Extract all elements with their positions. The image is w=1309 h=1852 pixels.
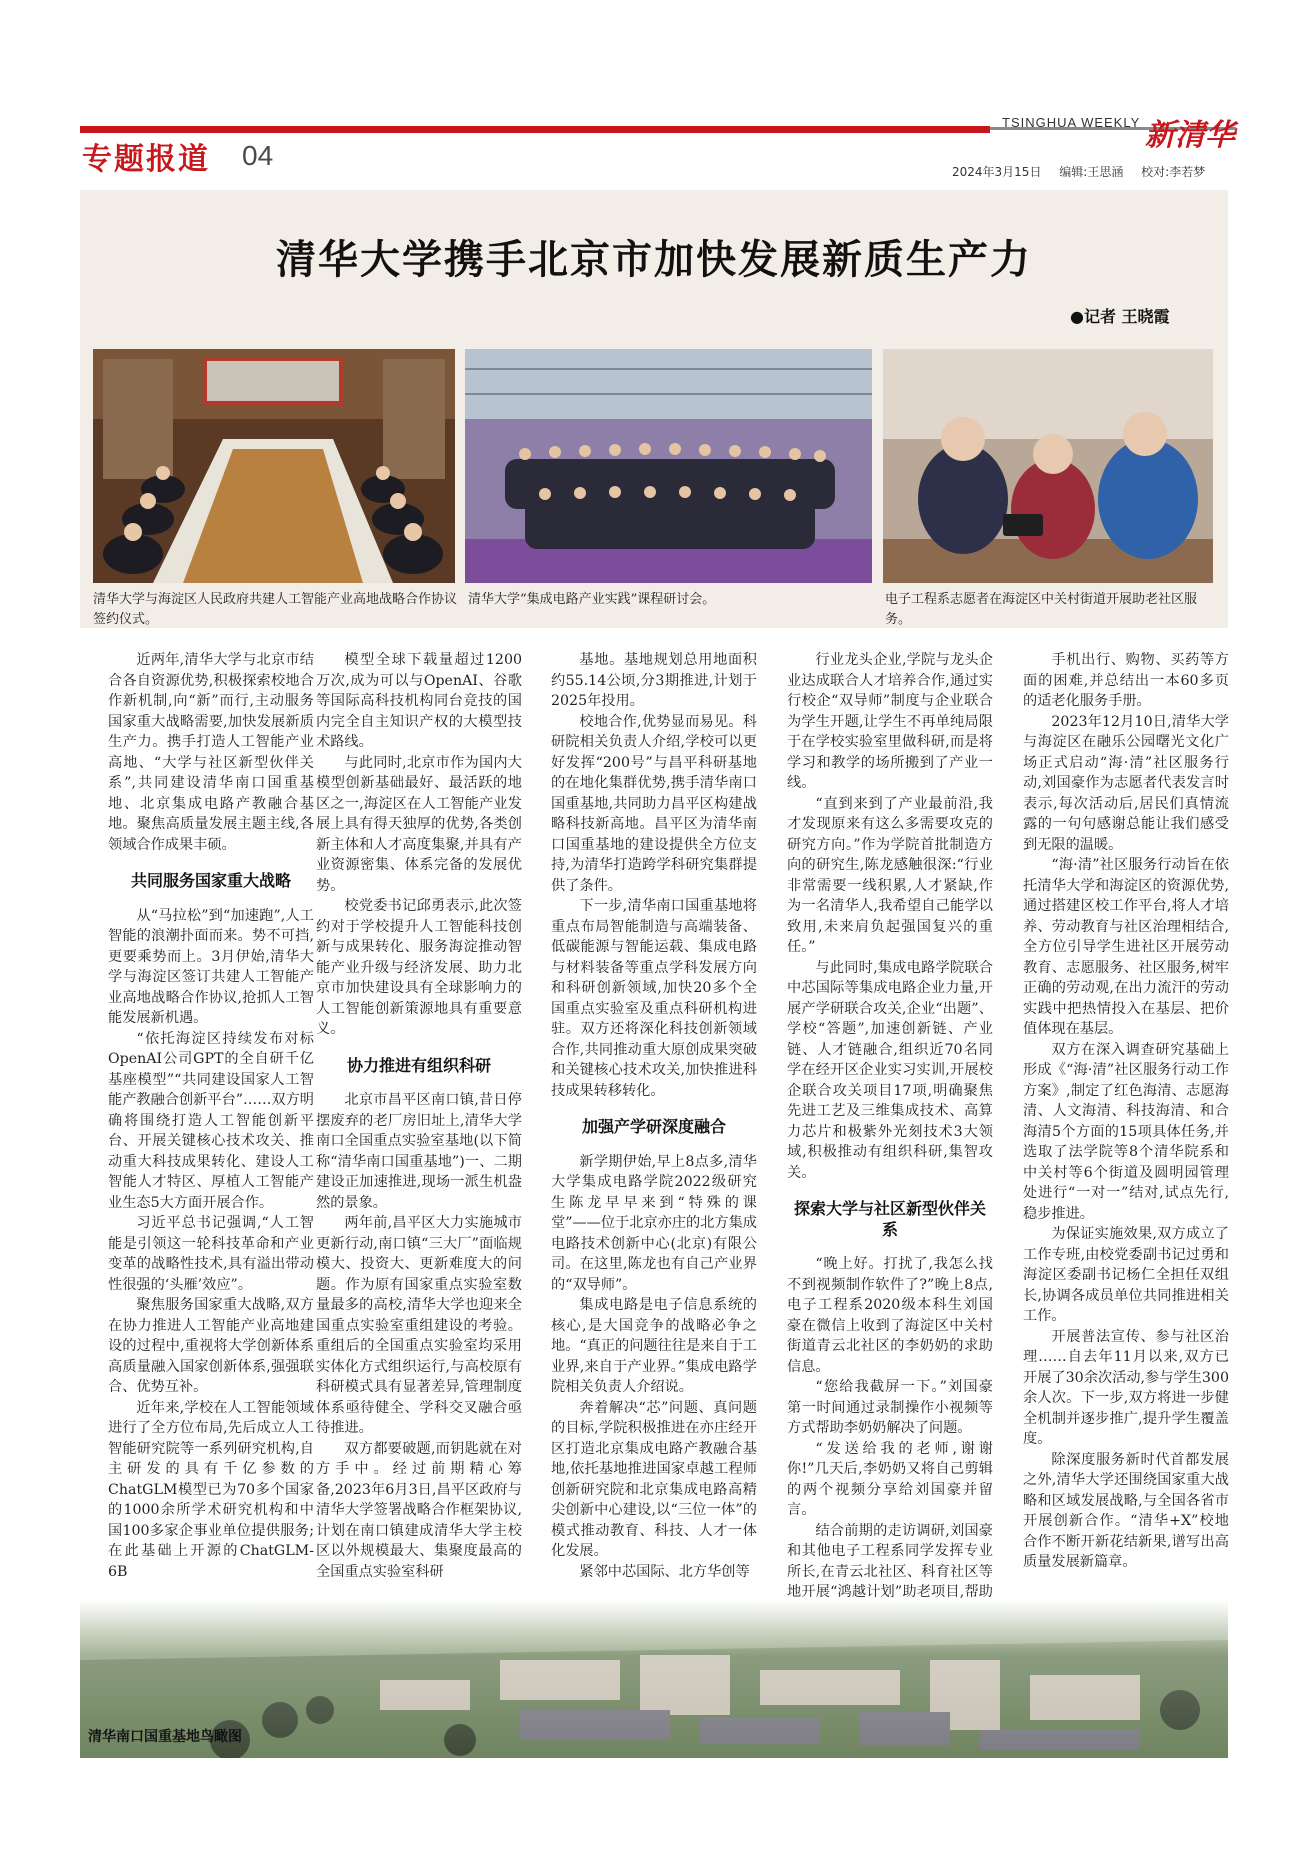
article-column-3	[551, 650, 757, 1582]
body-paragraph: 模型全球下载量超过1200万次,成为可以与OpenAI、谷歌等国际高科技机构同台竞技的国内完全自主知识产权的大模型技术路线。	[316, 652, 522, 750]
byline: ●记者 王晓霞	[1070, 307, 1170, 326]
body-paragraph: 北京市昌平区南口镇,昔日停摆废弃的老厂房旧址上,清华大学南口全国重点实验室基地(以下简称“清华南口国重基地”)一、二期建设正加速推进,现场一派生机盎然的景象。	[316, 1092, 522, 1211]
body-paragraph: 双方在深入调查研究基础上形成《“海·清”社区服务行动工作方案》,制定了红色海清、志愿海清、人文海清、科技海清、和合海清5个方面的15项具体任务,并选取了法学院等8个清华院系和中关村等6个街道及圆明园管理处进行“一对一”结对,试点先行,稳步推进。	[1023, 1041, 1229, 1222]
aerial-view-image	[80, 1600, 1228, 1758]
photo-signing-ceremony	[93, 349, 455, 583]
subheading: 加强产学研深度融合	[581, 1117, 726, 1136]
body-paragraph: 与此同时,集成电路学院联合中芯国际等集成电路企业力量,开展产学研联合攻关,企业“出题”、学校“答题”,加速创新链、产业链、人才链融合,组织近70名同学在经开区企业实习实训,开展校企联合攻关项目17项,明确聚焦先进工艺及三维集成技术、高算力芯片和极紫外光刻技术3大领域,积极推动有组织科研,集智攻关。	[787, 959, 993, 1181]
body-paragraph: 下一步,清华南口国重基地将重点布局智能制造与高端装备、低碳能源与智能运载、集成电路与材料装备等重点学科发展方向和科研创新领域,加快20多个全国重点实验室及重点科研机构进驻。双方还将深化科技创新领域合作,共同推动重大原创成果突破和关键核心技术攻关,加快推进科技成果转移转化。	[551, 898, 757, 1099]
body-paragraph: 与此同时,北京市作为国内大模型创新基础最好、最活跃的地区之一,海淀区在人工智能产业发展上具有得天独厚的优势,各类创新主体和人才高度集聚,并具有产业资源密集、体系完备的发展优势。	[316, 754, 522, 894]
subheading: 共同服务国家重大战略	[130, 871, 291, 890]
article-column-4	[787, 650, 993, 1623]
photo-group-seminar	[465, 349, 872, 583]
publication-logo: 新清华	[1145, 118, 1235, 153]
body-paragraph: 除深度服务新时代首都发展之外,清华大学还围绕国家重大战略和区域发展战略,与全国各省市开展创新合作。“清华+X”校地合作不断开新花结新果,谱写出高质量发展新篇章。	[1023, 1451, 1229, 1570]
body-paragraph: 结合前期的走访调研,刘国豪和其他电子工程系同学发挥专业所长,在青云北社区、科育社区等地开展“鸿越计划”助老项目,帮助	[787, 1522, 993, 1600]
body-paragraph: “直到来到了产业最前沿,我才发现原来有这么多需要攻克的研究方向。”作为学院首批制造方向的研究生,陈龙感触很深:“行业非常需要一线积累,人才紧缺,作为一名清华人,我希望自己能学以致用,未来肩负起强国复兴的重任。”	[787, 795, 993, 955]
publication-name-en: TSINGHUA WEEKLY	[1002, 115, 1141, 130]
body-paragraph: 双方都要破题,而钥匙就在对方手中。经过前期精心筹备,2023年6月3日,昌平区政府与清华大学签署战略合作框架协议,计划在南口镇建成清华大学主校区以外规模最大、集聚度最高的全国重点实验室科研	[316, 1440, 522, 1580]
body-paragraph: 习近平总书记强调,“人工智能是引领这一轮科技革命和产业变革的战略性技术,具有溢出带动性很强的‘头雁’效应”。	[108, 1215, 314, 1293]
section-title: 专题报道	[82, 142, 210, 177]
body-paragraph: “您给我截屏一下。”刘国豪第一时间通过录制操作小视频等方式帮助李奶奶解决了问题。	[787, 1379, 993, 1436]
body-paragraph: 2023年12月10日,清华大学与海淀区在融乐公园曙光文化广场正式启动“海·清”社区服务行动,刘国豪作为志愿者代表发言时表示,每次活动后,居民们真情流露的一句句感谢总能让我们感受到无限的温暖。	[1023, 713, 1229, 853]
body-paragraph: 紧邻中芯国际、北方华创等	[579, 1563, 750, 1580]
body-paragraph: 聚焦服务国家重大战略,双方在协力推进人工智能产业高地建设的过程中,重视将大学创新体系高质量融入国家创新体系,强强联合、优势互补。	[108, 1297, 314, 1395]
body-paragraph: 奔着解决“芯”问题、真问题的目标,学院积极推进在亦庄经开区打造北京集成电路产教融合基地,依托基地推进国家卓越工程师创新研究院和北京集成电路高精尖创新中心建设,以“三位一体”的模式推动教育、科技、人才一体化发展。	[551, 1399, 757, 1559]
article-column-5	[1023, 650, 1229, 1573]
page-number: 04	[242, 140, 274, 171]
body-paragraph: “发送给我的老师,谢谢你!”几天后,李奶奶又将自己剪辑的两个视频分享给刘国豪并留言。	[787, 1440, 993, 1518]
body-paragraph: 校地合作,优势显而易见。科研院相关负责人介绍,学校可以更好发挥“200号”与昌平科研基地的在地化集群优势,携手清华南口国重基地,共同助力昌平区构建战略科技新高地。昌平区为清华南口国重基地的建设提供全方位支持,为清华打造跨学科研究集群提供了条件。	[551, 713, 757, 894]
subheading: 探索大学与社区新型伙伴关系	[793, 1199, 986, 1239]
body-paragraph: 行业龙头企业,学院与龙头企业达成联合人才培养合作,通过实行校企“双导师”制度与企业联合为学生开题,让学生不再单纯局限于在学校实验室里做科研,而是将学习和教学的场所搬到了产业一线。	[787, 652, 993, 791]
header-red-rule	[80, 126, 990, 133]
body-paragraph: “海·清”社区服务行动旨在依托清华大学和海淀区的资源优势,通过搭建区校工作平台,将人才培养、劳动教育与社区治理相结合,全方位引导学生进社区开展劳动教育、志愿服务、社区服务,树牢正确的劳动观,在出力流汗的劳动实践中把热情投入在基层、把价值体现在基层。	[1023, 857, 1229, 1037]
body-paragraph: 基地。基地规划总用地面积约55.14公顷,分3期推进,计划于2025年投用。	[551, 652, 757, 709]
body-paragraph: 新学期伊始,早上8点多,清华大学集成电路学院2022级研究生陈龙早早来到“特殊的课堂”——位于北京亦庄的北方集成电路技术创新中心(北京)有限公司。在这里,陈龙也有自己产业界的“双导师”。	[551, 1153, 757, 1293]
proofreader: 校对:李若梦	[1141, 165, 1206, 179]
body-paragraph: 近两年,清华大学与北京市结合各自资源优势,积极探索校地合作新机制,向“新”而行,主动服务国家重大战略需要,加快发展新质生产力。携手打造人工智能产业高地、“大学与社区新型伙伴关系”,共同建设清华南口国重基地、北京集成电路产教融合基地。聚焦高质量发展主题主线,各领域合作成果丰硕。	[108, 652, 314, 853]
issue-date: 2024年3月15日	[952, 165, 1042, 179]
body-paragraph: 开展普法宣传、参与社区治理……自去年11月以来,双方已开展了30余次活动,参与学生300余人次。下一步,双方将进一步健全机制并逐步推广,提升学生覆盖度。	[1023, 1328, 1229, 1447]
body-paragraph: 为保证实施效果,双方成立了工作专班,由校党委副书记过勇和海淀区委副书记杨仁全担任双组长,协调各成员单位共同推进相关工作。	[1023, 1226, 1229, 1324]
editor: 编辑:王思涵	[1059, 165, 1124, 179]
photo-caption-3: 电子工程系志愿者在海淀区中关村街道开展助老社区服务。	[885, 592, 1198, 627]
aerial-caption: 清华南口国重基地鸟瞰图	[88, 1729, 242, 1745]
body-paragraph: 两年前,昌平区大力实施城市更新行动,南口镇“三大厂”面临规模大、投资大、更新难度大的问题。作为原有国家重点实验室数量最多的高校,清华大学也迎来全国重点实验室重组建设的考验。重组后的全国重点实验室均采用实体化方式组织运行,与高校原有科研模式具有显著差异,管理制度体系亟待健全、学科交叉融合亟待推进。	[316, 1215, 522, 1436]
article-column-2	[316, 650, 522, 1582]
issue-info	[952, 163, 1219, 180]
photo-caption-1: 清华大学与海淀区人民政府共建人工智能产业高地战略合作协议签约仪式。	[93, 592, 458, 627]
body-paragraph: “依托海淀区持续发布对标OpenAI公司GPT的全自研千亿基座模型”“共同建设国家人工智能产教融合创新平台”……双方明确将围绕打造人工智能创新平台、开展关键核心技术攻关、推动重大科技成果转化、建设人工智能人才特区、厚植人工智能产业生态5大方面开展合作。	[108, 1030, 314, 1211]
photo-caption-2: 清华大学“集成电路产业实践”课程研讨会。	[468, 592, 716, 607]
body-paragraph: “晚上好。打扰了,我怎么找不到视频制作软件了?”晚上8点,电子工程系2020级本科生刘国豪在微信上收到了海淀区中关村街道青云北社区的李奶奶的求助信息。	[787, 1256, 993, 1375]
article-column-1	[108, 650, 314, 1582]
subheading: 协力推进有组织科研	[346, 1055, 491, 1075]
body-paragraph: 手机出行、购物、买药等方面的困难,并总结出一本60多页的适老化服务手册。	[1023, 652, 1229, 709]
body-paragraph: 校党委书记邱勇表示,此次签约对于学校提升人工智能科技创新与成果转化、服务海淀推动智能产业升级与经济发展、助力北京市加快建设具有全球影响力的人工智能创新策源地具有重要意义。	[316, 898, 522, 1037]
article-title: 清华大学携手北京市加快发展新质生产力	[276, 237, 1032, 283]
body-paragraph: 集成电路是电子信息系统的核心,是大国竞争的战略必争之地。“真正的问题往往是来自于工业界,来自于产业界。”集成电路学院相关负责人介绍说。	[551, 1297, 757, 1395]
photo-volunteers	[883, 349, 1213, 583]
body-paragraph: 从“马拉松”到“加速跑”,人工智能的浪潮扑面而来。势不可挡,更要乘势而上。3月伊始,清华大学与海淀区签订共建人工智能产业高地战略合作协议,抢抓人工智能发展新机遇。	[108, 907, 314, 1026]
body-paragraph: 近年来,学校在人工智能领域进行了全方位布局,先后成立人工智能研究院等一系列研究机构,自主研发的具有千亿参数的ChatGLM模型已为70多个国家的1000余所学术研究机构和中国100多家企事业单位提供服务;在此基础上开源的ChatGLM-6B	[108, 1399, 314, 1580]
